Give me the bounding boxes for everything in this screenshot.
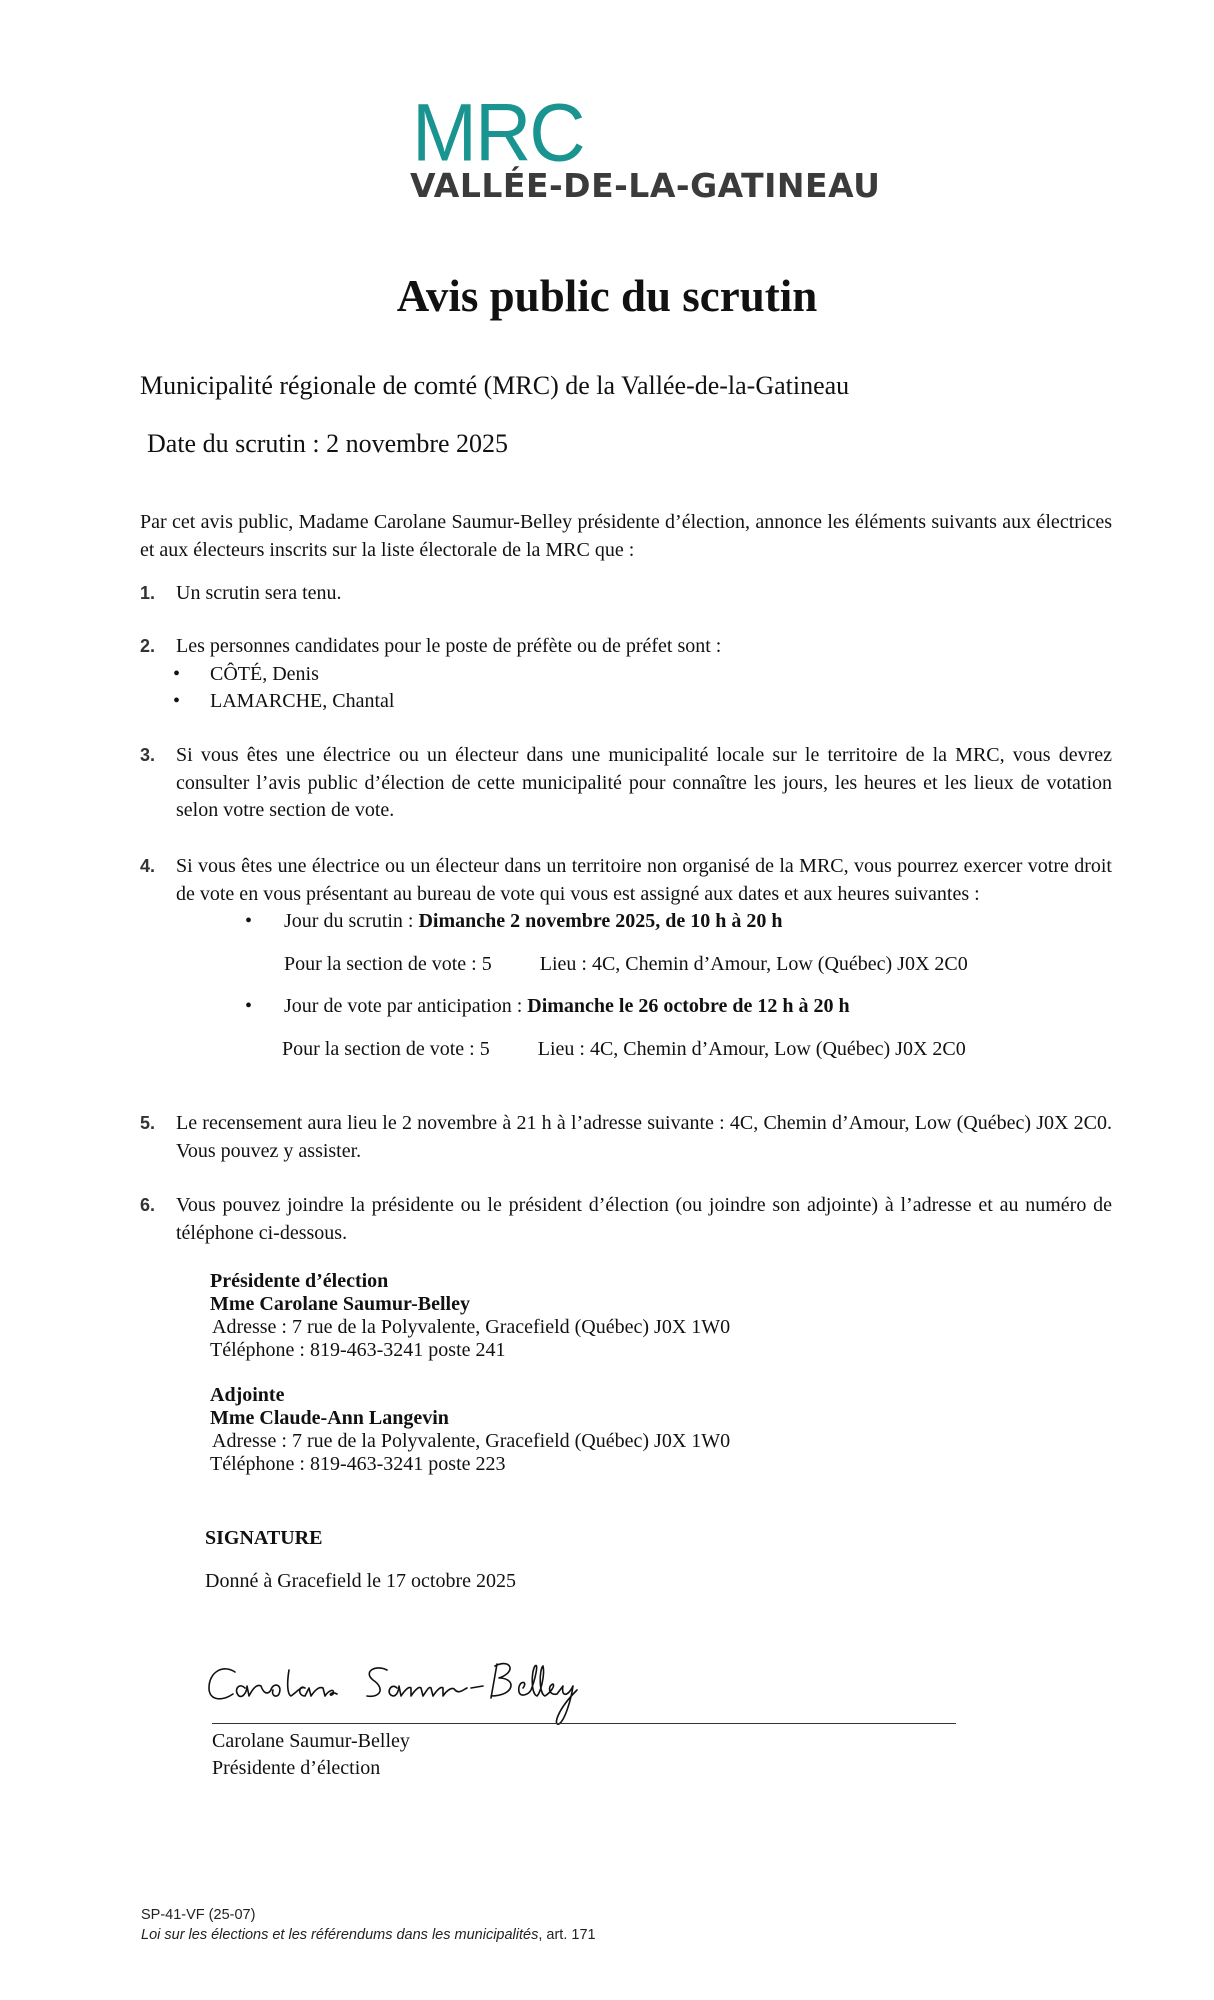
bullet-icon: • [173,662,181,685]
item-text: Vous pouvez joindre la présidente ou le président d’élection (ou joindre son adjointe) à l’adresse et au numéro de téléphone ci-dessous. [176,1194,1112,1244]
contact-name: Mme Carolane Saumur-Belley [210,1293,470,1315]
contact-role: Présidente d’élection [210,1270,389,1292]
voting-place: Lieu : 4C, Chemin d’Amour, Low (Québec) J0X 2C0 [539,952,968,975]
voting-day-main [245,908,1112,936]
municipality-name: Municipalité régionale de comté (MRC) de la Vallée-de-la-Gatineau [140,371,850,400]
voting-place: Lieu : 4C, Chemin d’Amour, Low (Québec) J0X 2C0 [537,1037,966,1060]
election-date: Date du scrutin : 2 novembre 2025 [147,429,509,458]
list-item-1 [140,580,1112,608]
contact-address: Adresse : 7 rue de la Polyvalente, Gracefield (Québec) J0X 1W0 [212,1316,731,1338]
voting-day-label: Jour de vote par anticipation : [284,995,528,1017]
item-number: 6. [140,1195,156,1215]
list-item-4 [140,853,1112,1063]
law-reference: Loi sur les élections et les référendums dans les municipalités [141,1927,539,1943]
signatory-title: Présidente d’élection [212,1757,381,1779]
document-footer [141,1905,596,1945]
signature-heading: SIGNATURE [205,1527,323,1549]
item-number: 1. [140,583,156,603]
item-number: 4. [140,856,156,876]
item-text: Si vous êtes une électrice ou un électeur dans une municipalité locale sur le territoire de la MRC, vous devrez consulter l’avis public d’élection de cette municipalité pour connaître les jours, les heures et les lieux de votation selon votre section de vote. [176,744,1112,821]
logo-subtitle-text: VALLÉE-DE-LA-GATINEAU [410,166,881,205]
voting-section: Pour la section de vote : 5 [284,952,492,975]
page-title: Avis public du scrutin [396,271,818,321]
item-number: 5. [140,1113,156,1133]
voting-day-advance [245,993,1112,1021]
contact-address: Adresse : 7 rue de la Polyvalente, Gracefield (Québec) J0X 1W0 [212,1430,731,1452]
form-code: SP-41-VF (25-07) [141,1907,256,1923]
voting-day-when: Dimanche le 26 octobre de 12 h à 20 h [527,995,850,1017]
list-item-6 [140,1192,1112,1247]
signatory-name: Carolane Saumur-Belley [212,1730,410,1752]
item-text: Si vous êtes une électrice ou un électeur dans un territoire non organisé de la MRC, vous pourrez exercer votre droit de vote en vous présentant au bureau de vote qui vous est assigné aux dates et aux heures suivantes : [176,855,1112,905]
voting-section: Pour la section de vote : 5 [282,1037,490,1060]
contact-assistant [210,1384,730,1476]
item-text: Le recensement aura lieu le 2 novembre à 21 h à l’adresse suivante : 4C, Chemin d’Amour, Low (Québec) J0X 2C0. Vous pouvez y assister. [176,1112,1112,1162]
list-item-3 [140,742,1112,825]
candidate-list [173,661,1112,716]
list-item-2 [140,633,1112,716]
bullet-icon: • [245,910,253,932]
item-text: Les personnes candidates pour le poste de préfète ou de préfet sont : [176,635,722,657]
intro-paragraph: Par cet avis public, Madame Carolane Saumur-Belley présidente d’élection, annonce les éléments suivants aux électrices et aux électeurs inscrits sur la liste électorale de la MRC que : [140,511,1112,561]
bullet-icon: • [173,690,181,712]
item-number: 2. [140,636,156,656]
item-text: Un scrutin sera tenu. [176,582,342,604]
contact-phone: Téléphone : 819-463-3241 poste 241 [210,1339,506,1361]
handwritten-signature [205,1650,605,1730]
mrc-logo [410,85,881,205]
contact-president [210,1270,730,1362]
candidate-name: CÔTÉ, Denis [210,662,319,685]
signatory-block [212,1728,410,1782]
contact-phone: Téléphone : 819-463-3241 poste 223 [210,1453,506,1475]
list-item-5 [140,1110,1112,1165]
voting-section-line [284,951,1112,979]
candidate-name: LAMARCHE, Chantal [210,690,395,712]
voting-day-label: Jour du scrutin : [284,910,419,932]
item-number: 3. [140,745,156,765]
voting-day-when: Dimanche 2 novembre 2025, de 10 h à 20 h [418,910,783,932]
signature-given-at: Donné à Gracefield le 17 octobre 2025 [205,1570,516,1592]
candidate-item [173,688,1112,716]
signature-line [212,1723,956,1724]
logo-mrc-text: MRC [412,85,584,179]
law-article: , art. 171 [538,1927,596,1943]
contact-role: Adjointe [210,1384,285,1406]
contact-name: Mme Claude-Ann Langevin [210,1407,449,1429]
candidate-item [173,661,1112,689]
voting-section-line [282,1036,1112,1064]
bullet-icon: • [245,995,253,1017]
